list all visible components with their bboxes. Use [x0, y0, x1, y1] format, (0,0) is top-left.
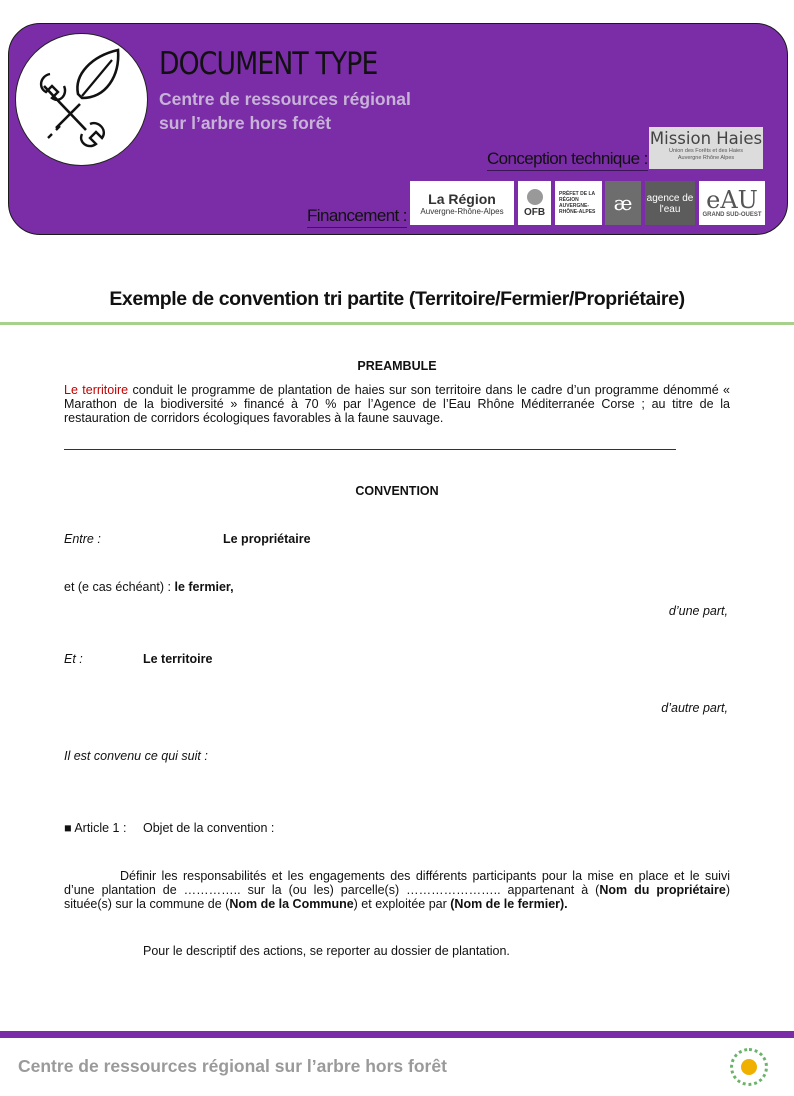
- document-type-title: DOCUMENT TYPE: [159, 46, 378, 82]
- separator-line: [64, 449, 676, 450]
- article-1-title: Objet de la convention :: [143, 821, 275, 835]
- entre-label: Entre :: [64, 532, 101, 546]
- eau-text: eAU: [706, 186, 758, 214]
- nom-commune: Nom de la Commune: [229, 897, 354, 911]
- preambule-paragraph: [64, 383, 730, 425]
- article-1-p1: Définir les responsabilités et les engagements des différents participants pour la mise en place et le suivi d’une plantation de ………….. sur la (ou les) parcelle(s) ………………….. appartenant à (: [64, 869, 730, 897]
- mission-logo-sub2: Auvergne Rhône Alpes: [677, 155, 735, 161]
- descriptif-text: Pour le descriptif des actions, se reporter au dossier de plantation.: [143, 944, 510, 958]
- mission-haies-logo: [649, 127, 763, 169]
- agence-text: agence de l'eau: [646, 193, 694, 215]
- tools-leaf-logo: [15, 33, 148, 166]
- territoire-party: Le territoire: [143, 652, 213, 666]
- prefet-text: PRÉFET DE LA RÉGION AUVERGNE-RHÔNE-ALPES: [559, 191, 596, 215]
- eau-sub: GRAND SUD-OUEST: [702, 212, 762, 218]
- financement-label: Financement :: [307, 206, 407, 228]
- biodiversity-badge-icon: [730, 1048, 768, 1086]
- prefet-logo: [555, 181, 602, 225]
- eau-grand-sud-ouest-logo: [699, 181, 765, 225]
- une-part: d’une part,: [668, 604, 728, 618]
- wrench-leaf-icon: [34, 46, 129, 151]
- article-1-p2: ) située(s) sur la commune de (: [64, 883, 730, 911]
- article-1-paragraph: [64, 869, 730, 911]
- fermier-party: le fermier,: [174, 580, 234, 594]
- subtitle-line-2: sur l’arbre hors forêt: [159, 113, 332, 133]
- title-divider: [0, 322, 794, 325]
- ofb-logo: [518, 181, 551, 225]
- ofb-emblem-icon: [527, 189, 543, 205]
- footer-divider: [0, 1031, 794, 1038]
- ofb-text: OFB: [523, 206, 546, 218]
- convenu-text: Il est convenu ce qui suit :: [64, 749, 208, 763]
- mission-logo-title: Mission Haies: [649, 129, 763, 148]
- document-title: Exemple de convention tri partite (Territoire/Fermier/Propriétaire): [109, 288, 685, 310]
- preambule-body: conduit le programme de plantation de haies sur son territoire dans le cadre d’un programme dénommé « Marathon de la biodiversité » financé à 70 % par l’Agence de l’Eau Rhône Méditerranée Corse ; au titre de la restauration de corridors écologiques favorables à la faune sauvage.: [64, 383, 730, 425]
- region-sub: Auvergne-Rhône-Alpes: [420, 206, 504, 216]
- badge-center: [741, 1059, 757, 1075]
- fermier-line: [64, 580, 234, 594]
- ae-text: æ: [613, 191, 633, 215]
- convention-heading: CONVENTION: [355, 484, 439, 498]
- mission-logo-sub1: Union des Forêts et des Haies: [669, 148, 743, 154]
- nom-proprietaire: Nom du propriétaire: [599, 883, 726, 897]
- subtitle-line-1: Centre de ressources régional: [159, 89, 411, 109]
- region-name: La Région: [428, 190, 496, 207]
- region-logo: [410, 181, 514, 225]
- nom-fermier: (Nom de le fermier).: [450, 897, 568, 911]
- ae-logo: [605, 181, 641, 225]
- header-subtitle: [159, 87, 411, 135]
- article-1-label: ■ Article 1 :: [64, 821, 127, 835]
- fermier-label: et (e cas échéant) :: [64, 580, 175, 594]
- footer-title: Centre de ressources régional sur l’arbre hors forêt: [18, 1056, 447, 1076]
- agence-eau-logo: [645, 181, 695, 225]
- article-1-p3: ) et exploitée par: [353, 897, 451, 911]
- proprietaire-party: Le propriétaire: [223, 532, 311, 546]
- preambule-heading: PREAMBULE: [357, 359, 437, 373]
- header-banner: [8, 23, 788, 235]
- autre-part: d’autre part,: [661, 701, 728, 715]
- preambule-lead: Le territoire: [64, 383, 129, 397]
- conception-label: Conception technique :: [487, 149, 648, 171]
- et-label: Et :: [64, 652, 83, 666]
